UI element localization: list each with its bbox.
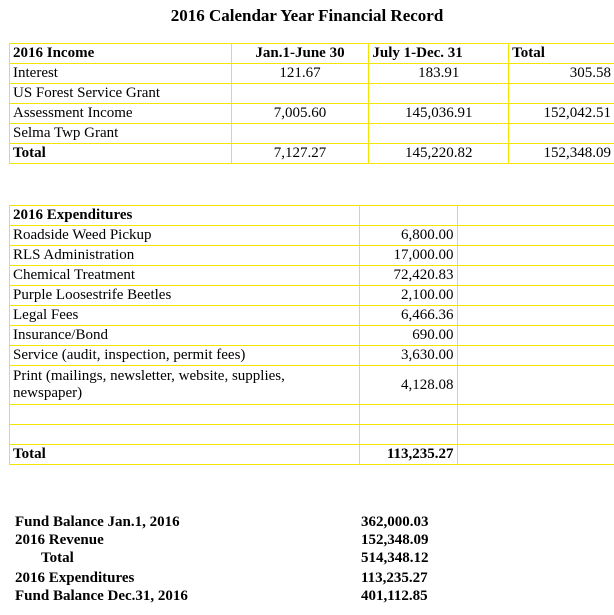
income-total xyxy=(509,84,614,104)
table-row xyxy=(10,246,614,266)
income-header-h2: July 1-Dec. 31 xyxy=(369,44,509,64)
expenditures-total-label: Total xyxy=(10,445,360,465)
empty-cell xyxy=(359,206,457,226)
table-row xyxy=(10,124,614,144)
empty-cell xyxy=(457,405,614,425)
empty-row xyxy=(10,425,614,445)
expense-label: Purple Loosestrife Beetles xyxy=(10,286,360,306)
expense-amount: 6,800.00 xyxy=(359,226,457,246)
income-table xyxy=(9,43,614,164)
income-h1: 7,005.60 xyxy=(231,104,369,124)
table-row xyxy=(10,306,614,326)
table-row xyxy=(10,226,614,246)
fund-value: 362,000.03 xyxy=(361,514,429,530)
expense-label: Roadside Weed Pickup xyxy=(10,226,360,246)
table-row xyxy=(10,84,614,104)
income-header-h1: Jan.1-June 30 xyxy=(231,44,369,64)
empty-row xyxy=(10,405,614,425)
expense-label: Insurance/Bond xyxy=(10,326,360,346)
fund-value: 152,348.09 xyxy=(361,532,429,548)
expense-amount: 690.00 xyxy=(359,326,457,346)
table-row xyxy=(10,326,614,346)
income-total-row xyxy=(10,144,614,164)
fund-value: 113,235.27 xyxy=(361,570,428,586)
table-row xyxy=(10,64,614,84)
expense-label: Service (audit, inspection, permit fees) xyxy=(10,346,360,366)
empty-cell xyxy=(457,246,614,266)
expense-amount: 2,100.00 xyxy=(359,286,457,306)
empty-cell xyxy=(457,346,614,366)
income-total-label: Total xyxy=(10,144,232,164)
income-h2: 183.91 xyxy=(369,64,509,84)
income-total-h2: 145,220.82 xyxy=(369,144,509,164)
income-h2: 145,036.91 xyxy=(369,104,509,124)
income-h1: 121.67 xyxy=(231,64,369,84)
income-label: Selma Twp Grant xyxy=(10,124,232,144)
income-h2 xyxy=(369,84,509,104)
expense-label: Legal Fees xyxy=(10,306,360,326)
income-header-total: Total xyxy=(509,44,614,64)
income-label: Assessment Income xyxy=(10,104,232,124)
expenditures-total-amount: 113,235.27 xyxy=(359,445,457,465)
expense-amount: 3,630.00 xyxy=(359,346,457,366)
fund-label: 2016 Revenue xyxy=(15,532,104,548)
expenditures-total-row xyxy=(10,445,614,465)
expense-amount: 17,000.00 xyxy=(359,246,457,266)
income-total-total: 152,348.09 xyxy=(509,144,614,164)
income-h2 xyxy=(369,124,509,144)
table-row xyxy=(10,346,614,366)
fund-value: 401,112.85 xyxy=(361,588,428,604)
empty-cell xyxy=(359,405,457,425)
empty-cell xyxy=(457,266,614,286)
empty-cell xyxy=(457,326,614,346)
fund-label: Total xyxy=(41,550,74,566)
empty-cell xyxy=(10,405,360,425)
page-title: 2016 Calendar Year Financial Record xyxy=(170,6,444,25)
fund-label: 2016 Expenditures xyxy=(15,570,135,586)
empty-cell xyxy=(457,445,614,465)
empty-cell xyxy=(10,425,360,445)
table-row xyxy=(10,286,614,306)
empty-cell xyxy=(457,226,614,246)
income-total: 152,042.51 xyxy=(509,104,614,124)
income-total: 305.58 xyxy=(509,64,614,84)
fund-label: Fund Balance Jan.1, 2016 xyxy=(15,514,180,530)
fund-label: Fund Balance Dec.31, 2016 xyxy=(15,588,188,604)
income-total xyxy=(509,124,614,144)
table-row xyxy=(10,266,614,286)
fund-value: 514,348.12 xyxy=(361,550,429,566)
empty-cell xyxy=(457,206,614,226)
income-h1 xyxy=(231,84,369,104)
expense-label: Print (mailings, newsletter, website, supplies, newspaper) xyxy=(10,366,360,405)
expense-amount: 4,128.08 xyxy=(359,366,457,405)
empty-cell xyxy=(457,286,614,306)
income-header-row xyxy=(10,44,614,64)
empty-cell xyxy=(457,366,614,405)
empty-cell xyxy=(457,306,614,326)
expense-amount: 6,466.36 xyxy=(359,306,457,326)
income-header-label: 2016 Income xyxy=(10,44,232,64)
expense-amount: 72,420.83 xyxy=(359,266,457,286)
expense-label: RLS Administration xyxy=(10,246,360,266)
expenditures-header: 2016 Expenditures xyxy=(10,206,360,226)
empty-cell xyxy=(457,425,614,445)
table-row xyxy=(10,366,614,405)
expenditures-header-row xyxy=(10,206,614,226)
expense-label: Chemical Treatment xyxy=(10,266,360,286)
income-label: US Forest Service Grant xyxy=(10,84,232,104)
table-row xyxy=(10,104,614,124)
income-h1 xyxy=(231,124,369,144)
income-total-h1: 7,127.27 xyxy=(231,144,369,164)
income-label: Interest xyxy=(10,64,232,84)
empty-cell xyxy=(359,425,457,445)
expenditures-table xyxy=(9,205,614,465)
